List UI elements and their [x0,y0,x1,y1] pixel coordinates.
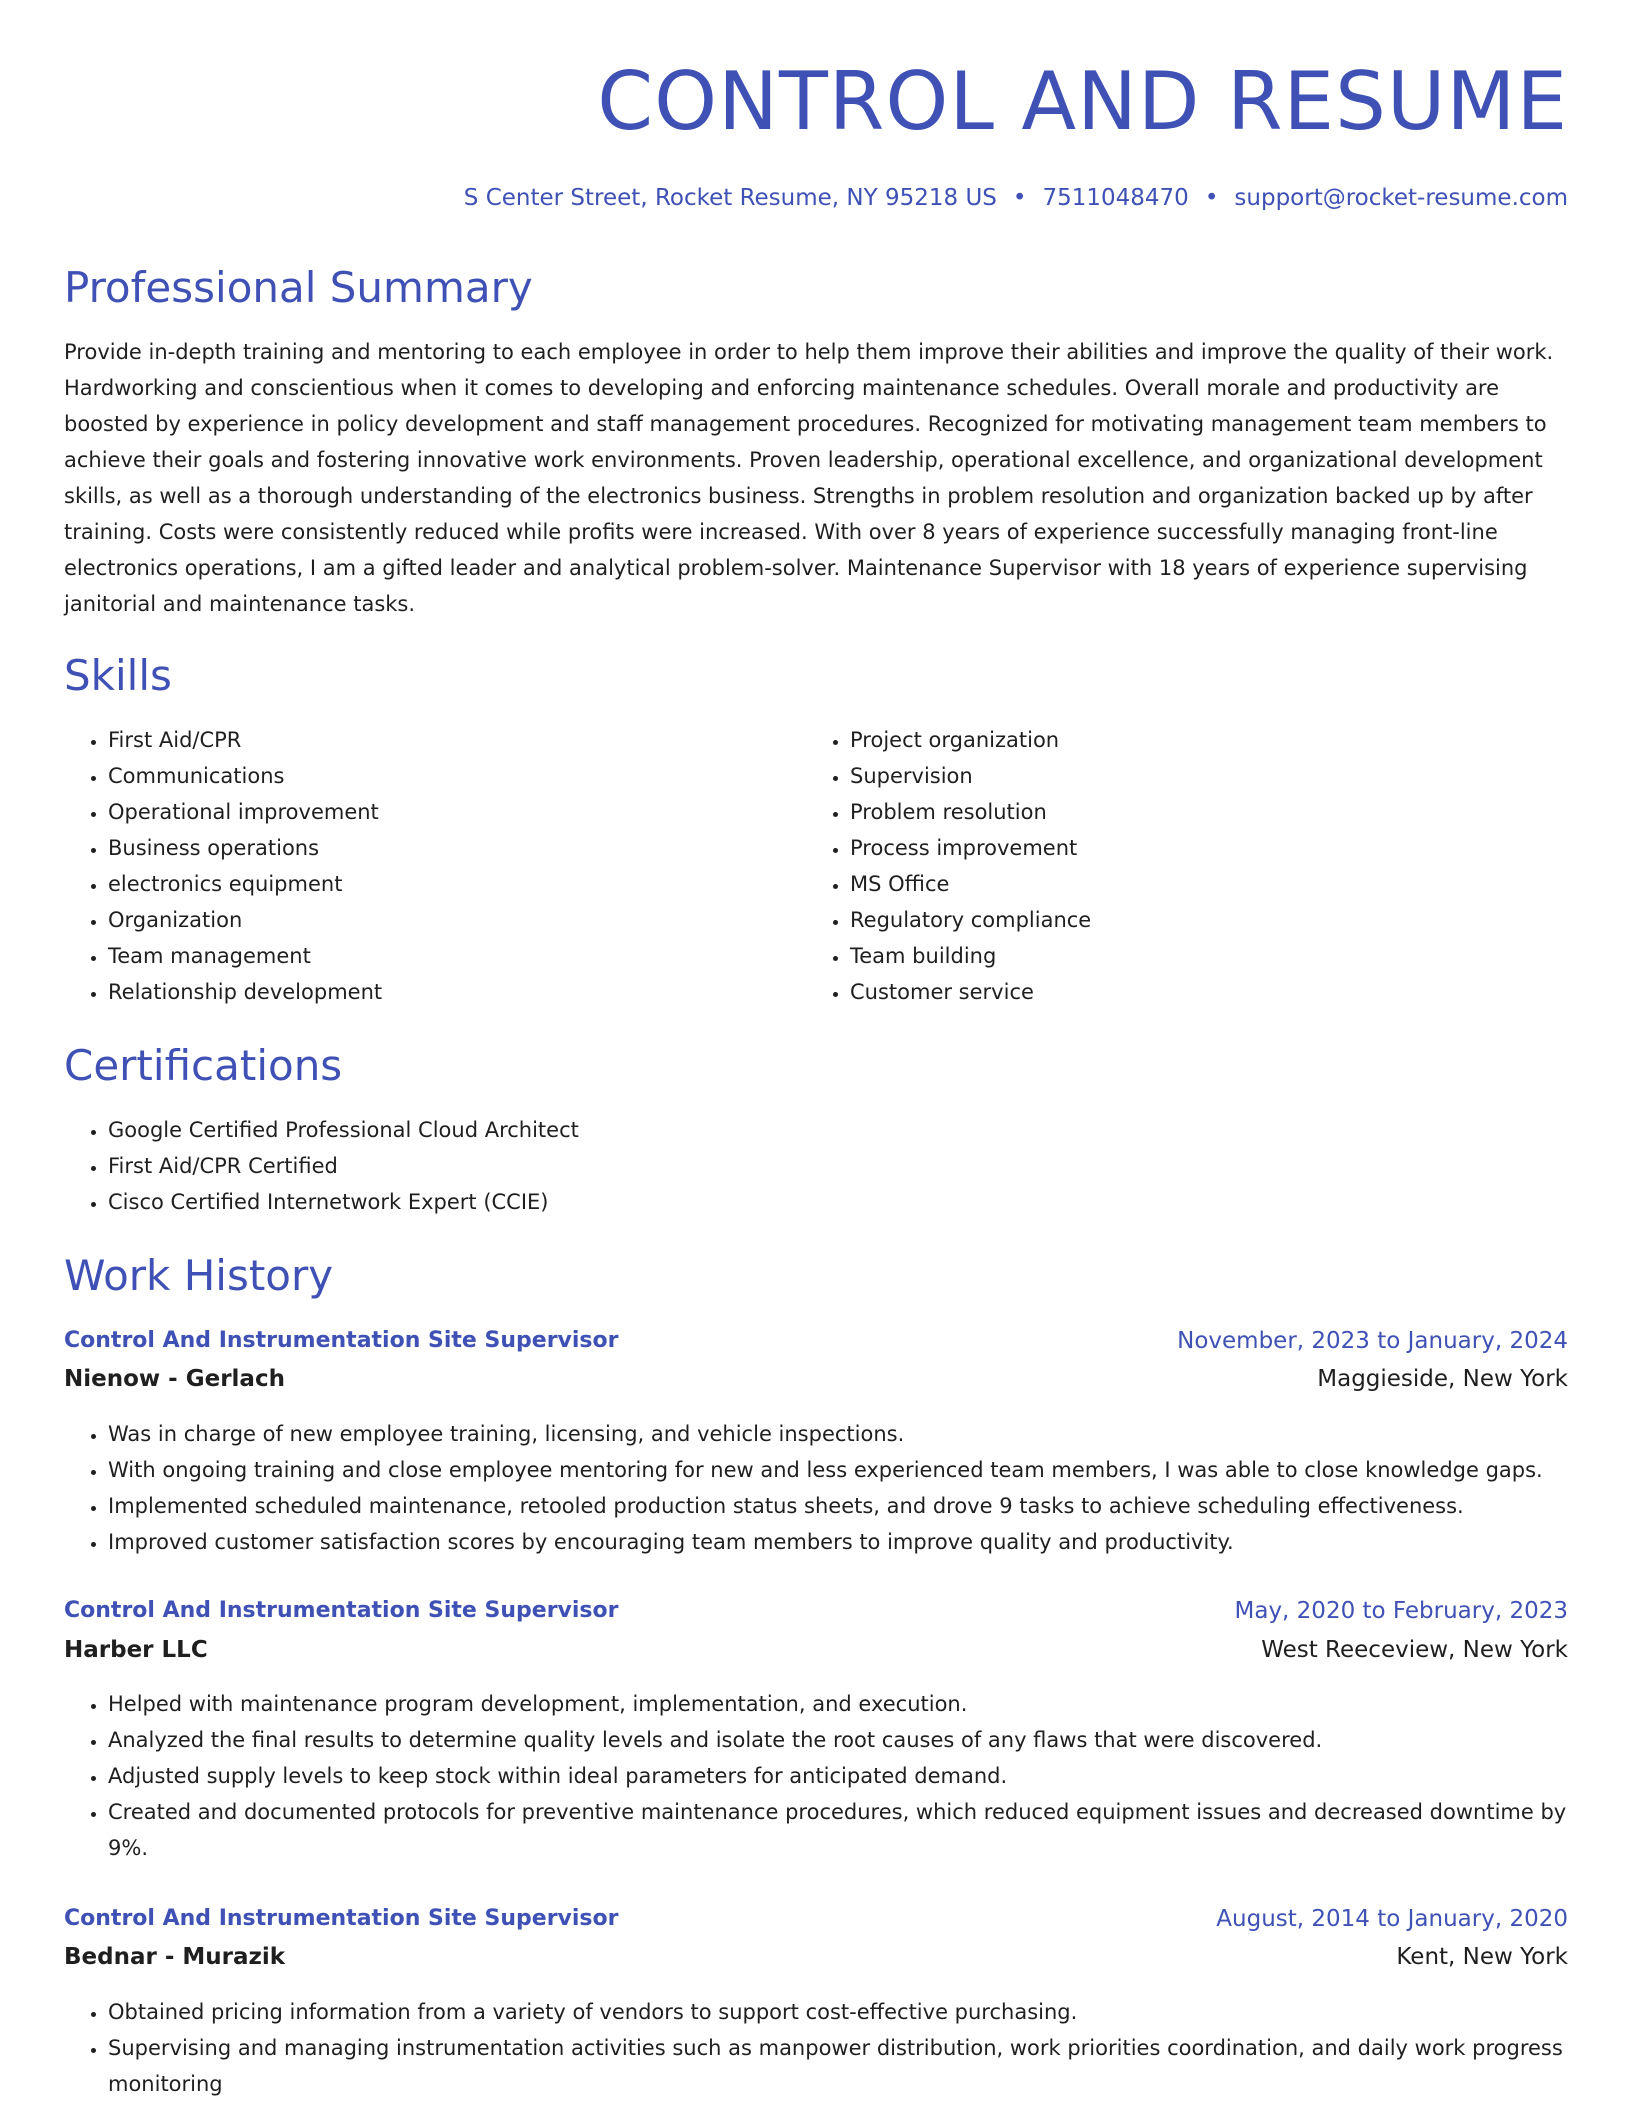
job-dates: November, 2023 to January, 2024 [1177,1328,1568,1354]
certification-item: • First Aid/CPR Certified [108,1148,1568,1184]
skill-item: • Regulatory compliance [850,902,1550,938]
job-bullet: • Obtained pricing information from a variety of vendors to support cost-effective purchasing. [108,1994,1568,2030]
contact-phone: 7511048470 [1042,185,1189,211]
skill-item: • Relationship development [108,974,808,1010]
skill-item: • Project organization [850,722,1550,758]
certifications-heading: Certifications [64,1041,343,1090]
summary-text: Provide in-depth training and mentoring to each employee in order to help them improve their abilities and improve the quality of their work. Hardworking and conscientious when it comes to developing and enforcing maintenance schedules. Overall morale and productivity are boosted by experience in policy development and staff management procedures. Recognized for motivating management team members to achieve their goals and fostering innovative work environments. Proven leadership, operational excellence, and organizational development skills, as well as a thorough understanding of the electronics business. Strengths in problem resolution and organization backed up by after training. Costs were consistently reduced while profits were increased. With over 8 years of experience successfully managing front-line electronics operations, I am a gifted leader and analytical problem-solver. Maintenance Supervisor with 18 years of experience supervising janitorial and maintenance tasks. [64,340,1554,616]
job-company: Harber LLC [64,1637,208,1663]
job-bullet: • Improved customer satisfaction scores by encouraging team members to improve quality and productivity. [108,1524,1568,1560]
job-location: Maggieside, New York [1317,1366,1568,1392]
skill-item: • Operational improvement [108,794,808,830]
job-bullets [64,1686,1568,1866]
job-bullet: • Created and documented protocols for preventive maintenance procedures, which reduced equipment issues and decreased downtime by 9%. [108,1794,1568,1866]
job-bullet: • Analyzed the final results to determine quality levels and isolate the root causes of any flaws that were discovered. [108,1722,1568,1758]
skill-item: • electronics equipment [108,866,808,902]
skill-item: • Problem resolution [850,794,1550,830]
skill-item: • Team building [850,938,1550,974]
contact-separator: • [1012,185,1027,211]
skills-list-right [806,722,1550,1010]
job-title: Control And Instrumentation Site Supervisor [64,1598,619,1623]
skill-item: • First Aid/CPR [108,722,808,758]
certifications-list [64,1112,1568,1220]
skills-list-left [64,722,808,1010]
skill-item: • Organization [108,902,808,938]
skill-item: • Communications [108,758,808,794]
job-bullet: • Helped with maintenance program development, implementation, and execution. [108,1686,1568,1722]
contact-email[interactable]: support@rocket-resume.com [1234,185,1568,211]
job-dates: May, 2020 to February, 2023 [1234,1598,1568,1624]
job-bullet: • Adjusted supply levels to keep stock within ideal parameters for anticipated demand. [108,1758,1568,1794]
job-title: Control And Instrumentation Site Supervisor [64,1906,619,1931]
contact-separator: • [1204,185,1219,211]
candidate-name: CONTROL AND RESUME [597,55,1568,148]
job-title: Control And Instrumentation Site Supervisor [64,1328,619,1353]
work-history-heading: Work History [64,1251,334,1300]
job-bullet: • With ongoing training and close employee mentoring for new and less experienced team members, I was able to close knowledge gaps. [108,1452,1568,1488]
skill-item: • Business operations [108,830,808,866]
contact-address: S Center Street, Rocket Resume, NY 95218 US [463,185,997,211]
job-bullets [64,1416,1568,1560]
skill-item: • MS Office [850,866,1550,902]
contact-line [464,180,1568,216]
certification-item: • Cisco Certified Internetwork Expert (CCIE) [108,1184,1568,1220]
summary-heading: Professional Summary [64,263,533,312]
job-location: Kent, New York [1396,1944,1568,1970]
job-dates: August, 2014 to January, 2020 [1216,1906,1568,1932]
job-location: West Reeceview, New York [1261,1637,1568,1663]
skill-item: • Process improvement [850,830,1550,866]
job-bullet: • Implemented scheduled maintenance, retooled production status sheets, and drove 9 tasks to achieve scheduling effectiveness. [108,1488,1568,1524]
skills-heading: Skills [64,651,172,700]
job-company: Nienow - Gerlach [64,1366,285,1392]
job-bullets [64,1994,1568,2102]
skill-item: • Supervision [850,758,1550,794]
certification-item: • Google Certified Professional Cloud Architect [108,1112,1568,1148]
job-bullet: • Was in charge of new employee training, licensing, and vehicle inspections. [108,1416,1568,1452]
job-bullet: • Supervising and managing instrumentation activities such as manpower distribution, work priorities coordination, and daily work progress monitoring [108,2030,1568,2102]
job-company: Bednar - Murazik [64,1944,286,1970]
skill-item: • Customer service [850,974,1550,1010]
skill-item: • Team management [108,938,808,974]
